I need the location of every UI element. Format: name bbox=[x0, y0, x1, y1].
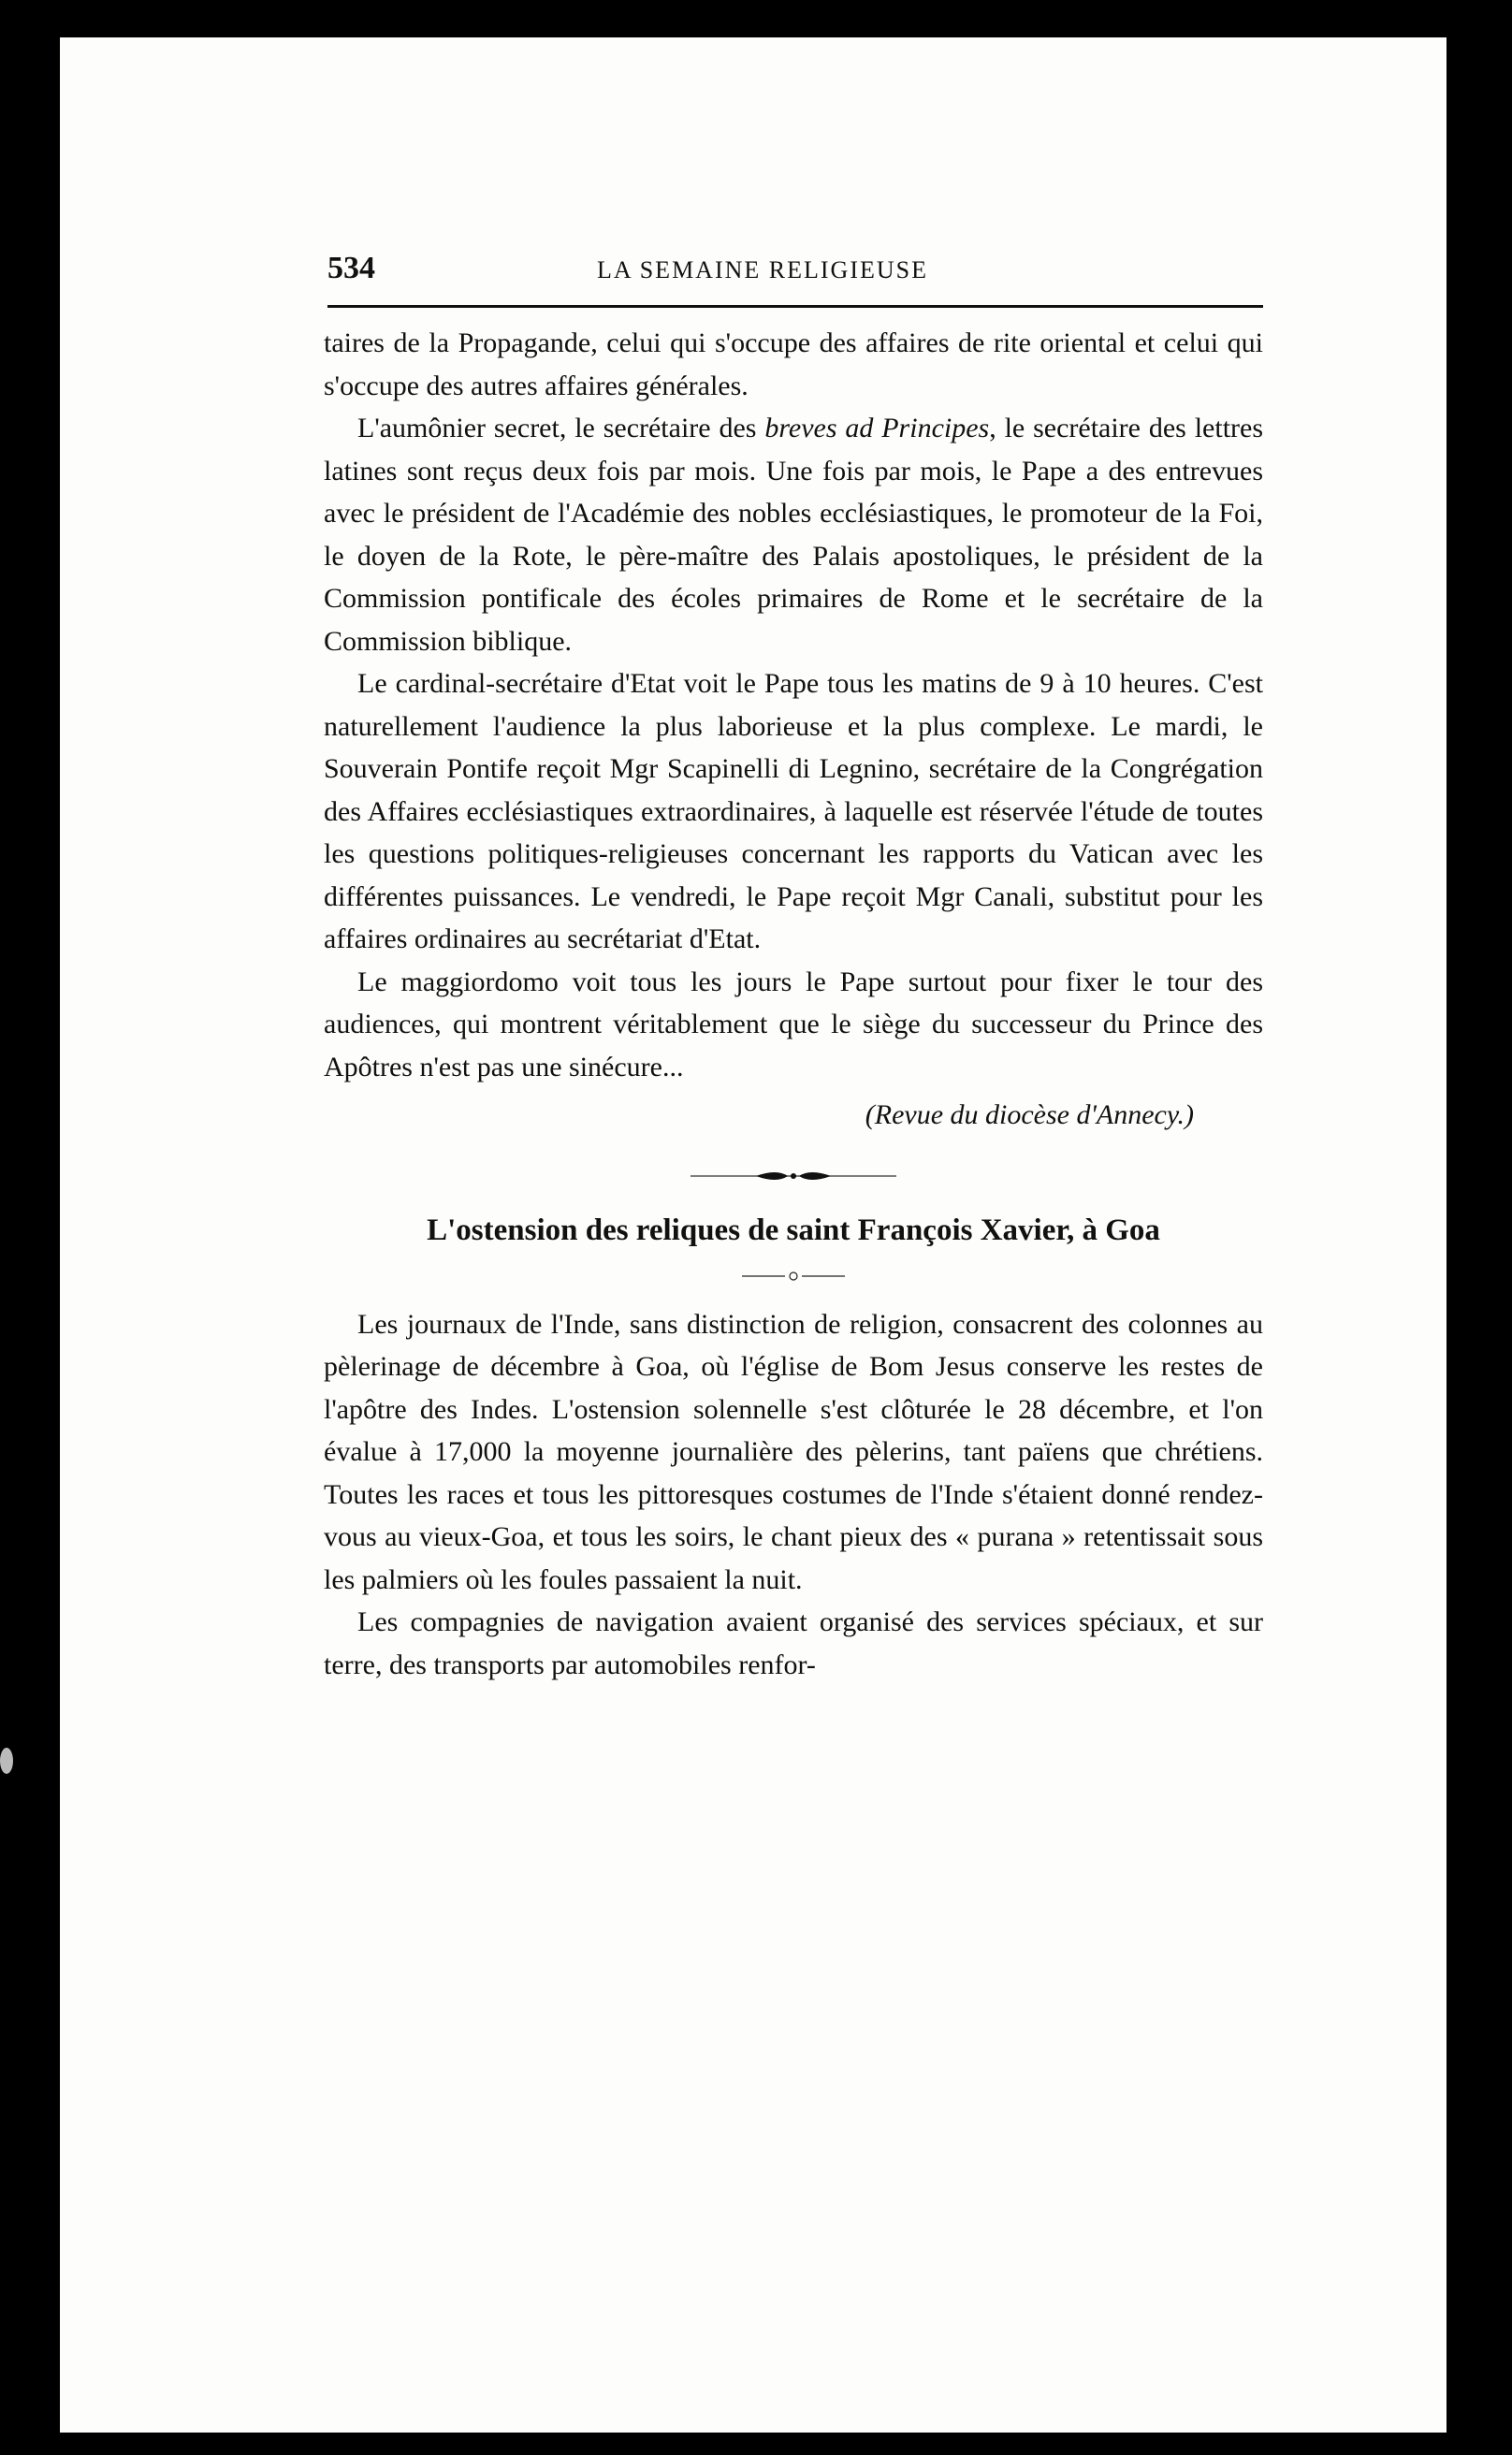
article-continuation bbox=[324, 322, 1263, 1088]
paragraph-s2 bbox=[324, 1601, 1263, 1686]
title-separator bbox=[742, 1270, 845, 1283]
text-run: Les journaux de l'Inde, sans distinction de religion, consacrent des colonnes au pèlerinage de décembre à Goa, où l'église de Bom Jesus conserve les restes de l'apôtre des Indes. L'ostension solennelle s'est clôturée le 28 décembre, et l'on évalue à 17,000 la moyenne journalière des pèlerins, tant païens que chrétiens. Toutes les races et tous les pittoresques costumes de l'Inde s'étaient donné rendez-vous au vieux-Goa, et tous les soirs, le chant pieux des « purana » retentissait sous les palmiers où les foules passaient la nuit. bbox=[324, 1308, 1263, 1595]
scan-border bbox=[1471, 0, 1512, 2455]
text-run: L'aumônier secret, le secrétaire des bbox=[357, 413, 765, 443]
text-run: Le cardinal-secrétaire d'Etat voit le Pape tous les matins de 9 à 10 heures. C'est naturellement l'audience la plus laborieuse et la plus complexe. Le mardi, le Souverain Pontife reçoit Mgr Scapinelli di Legnino, secrétaire de la Congrégation des Affaires ecclésiastiques extraordinaires, à laquelle est réservée l'étude de toutes les questions politiques-religieuses concernant les rapports du Vatican avec les différentes puissances. Le vendredi, le Pape reçoit Mgr Canali, substitut pour les affaires ordinaires au secrétariat d'Etat. bbox=[324, 668, 1263, 954]
paragraph-p3 bbox=[324, 662, 1263, 961]
paragraph-s1 bbox=[324, 1303, 1263, 1602]
text-run: , le secrétaire des lettres latines sont reçus deux fois par mois. Une fois par mois, le Pape a des entrevues avec le président de l'Académie des nobles ecclésiastiques, le promoteur de la Foi, le doyen de la Rote, le père-maître des Palais apostoliques, le président de la Commission pontificale des écoles primaires de Rome et le secrétaire de la Commission biblique. bbox=[324, 413, 1264, 657]
running-title: LA SEMAINE RELIGIEUSE bbox=[597, 256, 928, 283]
section-title: L'ostension des reliques de saint François Xavier, à Goa bbox=[427, 1213, 1160, 1247]
source-citation: (Revue du diocèse d'Annecy.) bbox=[865, 1099, 1194, 1130]
text-run: Le maggiordomo voit tous les jours le Pape surtout pour fixer le tour des audiences, qui montrent véritablement que le siège du successeur du Prince des Apôtres n'est pas une sinécure... bbox=[324, 966, 1263, 1082]
section-body bbox=[324, 1303, 1263, 1687]
section-ornament bbox=[691, 1167, 896, 1185]
page-header bbox=[327, 251, 1263, 288]
paragraph-p1 bbox=[324, 322, 1263, 407]
paragraph-p2 bbox=[324, 407, 1263, 662]
page-number: 534 bbox=[327, 251, 375, 285]
paragraph-p4 bbox=[324, 961, 1263, 1089]
scan-margin-mark bbox=[0, 1748, 13, 1774]
header-rule bbox=[327, 305, 1263, 308]
italic-text: breves ad Principes bbox=[764, 413, 990, 443]
text-run: Les compagnies de navigation avaient organisé des services spéciaux, et sur terre, des transports par automobiles renfor- bbox=[324, 1606, 1263, 1680]
text-run: taires de la Propagande, celui qui s'occupe des affaires de rite oriental et celui qui s'occupe des autres affaires générales. bbox=[324, 327, 1263, 401]
article-body bbox=[324, 322, 1263, 1686]
